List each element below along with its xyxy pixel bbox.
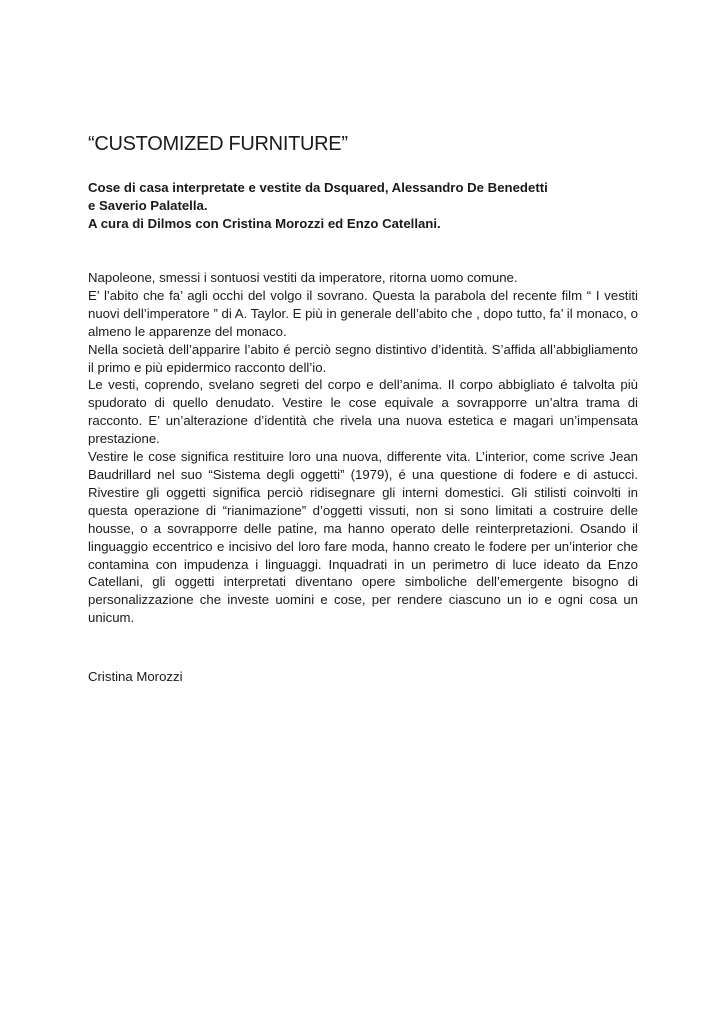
author-signature: Cristina Morozzi xyxy=(88,669,183,684)
document-title: “CUSTOMIZED FURNITURE” xyxy=(88,133,348,155)
document-subtitle xyxy=(88,179,638,233)
paragraph: Napoleone, smessi i sontuosi vestiti da imperatore, ritorna uomo comune. xyxy=(88,270,518,285)
subtitle-line: Cose di casa interpretate e vestite da Dsquared, Alessandro De Benedetti xyxy=(88,180,548,195)
subtitle-line: e Saverio Palatella. xyxy=(88,198,208,213)
paragraph: Vestire le cose significa restituire loro una nuova, differente vita. L’interior, come scrive Jean Baudrillard nel suo “Sistema degli oggetti” (1979), é una questione di fodere e di astucci. Rivestire gli oggetti significa perciò ridisegnare gli interni domestici. Gli stilisti coinvolti in questa operazione di “rianimazione” d’oggetti vissuti, non si sono limitati a costruire delle housse, o a sovrapporre delle patine, ma hanno operato delle reinterpretazioni. Osando il linguaggio eccentrico e incisivo del loro fare moda, hanno creato le fodere per un’interior che contamina con impudenza i linguaggi. Inquadrati in un perimetro di luce ideato da Enzo Catellani, gli oggetti interpretati diventano opere simboliche dell’emergente bisogno di personalizzazione che investe uomini e cose, per rendere ciascuno un io e ogni cosa un unicum. xyxy=(88,449,638,626)
subtitle-line: A cura di Dilmos con Cristina Morozzi ed Enzo Catellani. xyxy=(88,216,441,231)
paragraph: Le vesti, coprendo, svelano segreti del corpo e dell’anima. Il corpo abbigliato é talvolta più spudorato di quello denudato. Vestire le cose equivale a sovrapporre un’altra trama di racconto. E’ un’alterazione d’identità che rivela una nuova estetica e magari un’impensata prestazione. xyxy=(88,377,638,447)
body-text xyxy=(88,269,638,627)
paragraph: E’ l’abito che fa’ agli occhi del volgo il sovrano. Questa la parabola del recente film “ I vestiti nuovi dell’imperatore ” di A. Taylor. E più in generale dell’abito che , dopo tutto, fa’ il monaco, o almeno le apparenze del monaco. xyxy=(88,287,638,339)
paragraph: Nella società dell’apparire l’abito é perciò segno distintivo d’identità. S’affida all’abbigliamento il primo e più epidermico racconto dell’io. xyxy=(88,341,638,375)
